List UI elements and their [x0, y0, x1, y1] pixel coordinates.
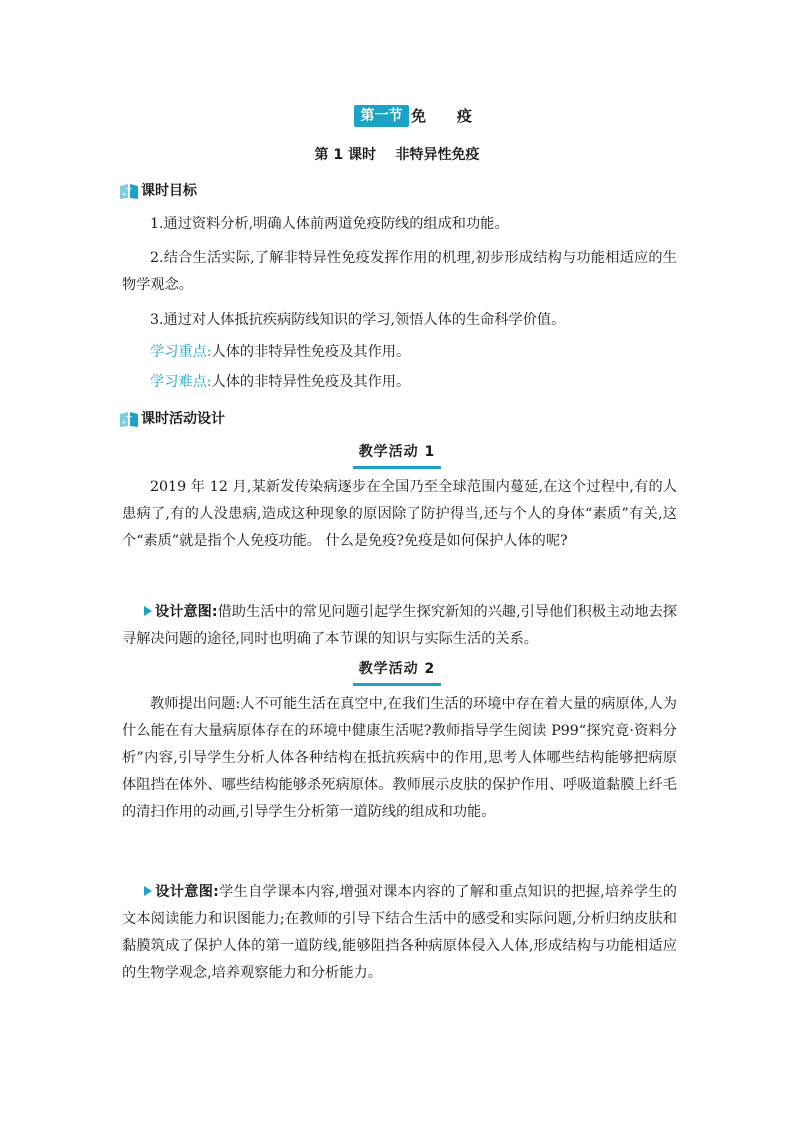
- triangle-pointer-icon: [144, 606, 152, 616]
- intent-label: 设计意图:: [155, 884, 219, 900]
- activity-1-heading: 教学活动 1: [353, 441, 442, 469]
- difficult-point-text: 人体的非特异性免疫及其作用。: [211, 374, 411, 390]
- objective-1: 1.通过资料分析,明确人体前两道免疫防线的组成和功能。: [150, 216, 509, 232]
- objective-3: 3.通过对人体抵抗疾病防线知识的学习,领悟人体的生命科学价值。: [150, 312, 566, 328]
- book-sparkle-icon: [119, 411, 139, 428]
- activity-2-paragraph: 教师提出问题:人不可能生活在真空中,在我们生活的环境中存在着大量的病原体,人为什么能在有大量病原体存在的环境中健康生活呢?教师指导学生阅读 P99“探究竟·资料分析”内容,引导学生分析人体各种结构在抵抗疾病中的作用,思考人体哪些结构能够把病原体阻挡在体外、哪些结构能够杀死病原体。教师展示皮肤的保护作用、呼吸道黏膜上纤毛的清扫作用的动画,引导学生分析第一道防线的组成和功能。: [122, 696, 677, 820]
- book-sparkle-icon: [119, 183, 139, 200]
- difficult-point-label: 学习难点:: [150, 374, 212, 390]
- activities-header: [119, 408, 225, 430]
- objective-2: 2.结合生活实际,了解非特异性免疫发挥作用的机理,初步形成结构与功能相适应的生物学观念。: [122, 250, 677, 293]
- key-point-text: 人体的非特异性免疫及其作用。: [211, 344, 411, 360]
- key-point-label: 学习重点:: [150, 344, 212, 360]
- lesson-subtitle: [0, 144, 794, 166]
- section-badge: 第一节: [354, 105, 409, 127]
- intent-text: 学生自学课本内容,增强对课本内容的了解和重点知识的把握,培养学生的文本阅读能力和识图能力;在教师的引导下结合生活中的感受和实际问题,分析归纳皮肤和黏膜筑成了保护人体的第一道防线,能够阻挡各种病原体侵入人体,形成结构与功能相适应的生物学观念,培养观察能力和分析能力。: [122, 884, 677, 981]
- objectives-header: [119, 180, 197, 202]
- activity-1-intent: [122, 599, 677, 653]
- intent-text: 借助生活中的常见问题引起学生探究新知的兴趣,引导他们积极主动地去探寻解决问题的途径,同时也明确了本节课的知识与实际生活的关系。: [122, 604, 677, 647]
- activity-2-header: [0, 658, 794, 686]
- triangle-pointer-icon: [144, 886, 152, 896]
- activity-2-intent: [122, 879, 677, 987]
- section-title: 免 疫: [411, 107, 474, 125]
- activity-2-heading: 教学活动 2: [353, 658, 442, 686]
- intent-label: 设计意图:: [155, 604, 218, 620]
- activities-label: 课时活动设计: [141, 411, 225, 427]
- lesson-number: 第 1 课时: [314, 147, 376, 163]
- difficult-point: [150, 369, 410, 396]
- activity-1-header: [0, 441, 794, 469]
- activity-1-paragraph: 2019 年 12 月,某新发传染病逐步在全国乃至全球范围内蔓延,在这个过程中,有的人患病了,有的人没患病,造成这种现象的原因除了防护得当,还与个人的身体“素质”有关,这个“素质”就是指个人免疫功能。 什么是免疫?免疫是如何保护人体的呢?: [122, 479, 677, 549]
- objectives-label: 课时目标: [141, 183, 197, 199]
- key-point: [150, 339, 410, 366]
- chapter-title: [0, 104, 794, 128]
- lesson-name: 非特异性免疫: [395, 147, 480, 163]
